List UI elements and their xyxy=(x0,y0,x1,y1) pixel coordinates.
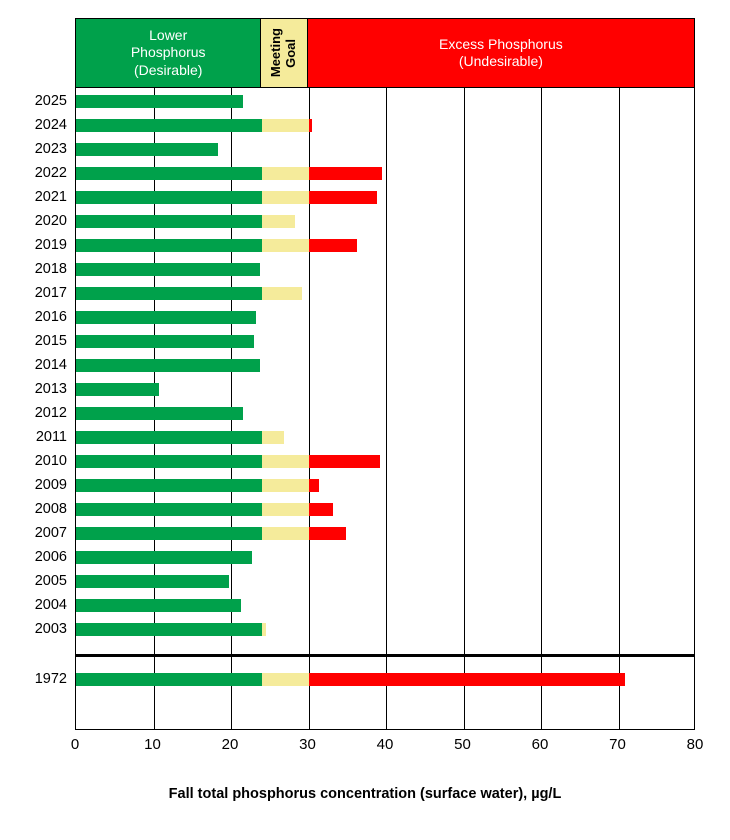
bar-row xyxy=(76,258,696,282)
bar-segment xyxy=(262,527,309,540)
y-axis-label-1972: 1972 xyxy=(34,671,67,687)
bar-segment xyxy=(309,479,319,492)
bar-row xyxy=(76,330,696,354)
bar-2018 xyxy=(76,263,260,276)
bar-segment xyxy=(76,407,243,420)
bar-segment xyxy=(262,479,309,492)
bar-2012 xyxy=(76,407,243,420)
bar-segment xyxy=(76,167,262,180)
bar-row xyxy=(76,522,696,546)
bar-segment xyxy=(262,673,309,686)
y-axis-label-2019: 2019 xyxy=(34,237,67,253)
bar-row xyxy=(76,162,696,186)
bar-row xyxy=(76,546,696,570)
y-axis-label-2024: 2024 xyxy=(34,117,67,133)
bar-segment xyxy=(76,673,262,686)
bar-row xyxy=(76,594,696,618)
chart-band-legend xyxy=(75,18,695,88)
y-axis-label-2023: 2023 xyxy=(34,141,67,157)
y-axis-label-2014: 2014 xyxy=(34,357,67,373)
band-goal-line-1: Meeting xyxy=(268,28,284,78)
y-axis-label-2008: 2008 xyxy=(34,501,67,517)
x-axis-title: Fall total phosphorus concentration (surface water), µg/L xyxy=(168,786,562,802)
y-axis-label-2009: 2009 xyxy=(34,477,67,493)
band-meeting-goal xyxy=(261,19,307,87)
x-tick-70: 70 xyxy=(609,736,626,753)
bar-row xyxy=(76,402,696,426)
bar-segment xyxy=(309,673,625,686)
bar-segment xyxy=(76,191,262,204)
bar-2007 xyxy=(76,527,346,540)
x-tick-80: 80 xyxy=(686,736,704,753)
bar-segment xyxy=(309,167,383,180)
bar-row xyxy=(76,426,696,450)
bar-segment xyxy=(309,527,346,540)
bar-segment xyxy=(262,215,295,228)
bar-segment xyxy=(76,551,252,564)
bar-segment xyxy=(309,503,334,516)
bar-2022 xyxy=(76,167,382,180)
bar-2025 xyxy=(76,95,243,108)
bar-segment xyxy=(76,599,241,612)
bar-2017 xyxy=(76,287,302,300)
bar-segment xyxy=(309,119,313,132)
bar-2010 xyxy=(76,455,380,468)
bar-2006 xyxy=(76,551,252,564)
band-lower-line-1: Lower xyxy=(149,26,188,43)
bar-segment xyxy=(76,311,256,324)
bar-row xyxy=(76,474,696,498)
bar-segment xyxy=(262,239,309,252)
band-excess-line-2: (Undesirable) xyxy=(458,53,543,69)
y-axis-label-2012: 2012 xyxy=(34,405,67,421)
y-axis-label-2021: 2021 xyxy=(34,189,67,205)
bar-2013 xyxy=(76,383,159,396)
band-goal-line-2: Goal xyxy=(283,38,299,68)
y-axis-label-2007: 2007 xyxy=(34,525,67,541)
y-axis-label-2018: 2018 xyxy=(34,261,67,277)
bar-2004 xyxy=(76,599,241,612)
y-axis-label-2013: 2013 xyxy=(34,381,67,397)
bar-2008 xyxy=(76,503,333,516)
bar-segment xyxy=(76,623,262,636)
x-tick-20: 20 xyxy=(221,736,239,753)
x-tick-50: 50 xyxy=(454,736,471,753)
bar-row xyxy=(76,354,696,378)
y-axis-label-2016: 2016 xyxy=(34,309,67,325)
bar-segment xyxy=(262,455,309,468)
bar-row xyxy=(76,450,696,474)
bar-segment xyxy=(76,383,159,396)
y-axis-label-2022: 2022 xyxy=(34,165,67,181)
bar-2021 xyxy=(76,191,377,204)
bar-1972 xyxy=(76,673,625,686)
bar-row xyxy=(76,114,696,138)
bar-segment xyxy=(76,335,254,348)
bar-2014 xyxy=(76,359,260,372)
bar-segment xyxy=(262,167,309,180)
bar-row xyxy=(76,90,696,114)
bar-segment xyxy=(76,503,262,516)
bar-segment xyxy=(76,287,262,300)
bar-segment xyxy=(262,191,309,204)
bar-row xyxy=(76,234,696,258)
band-lower-line-3: (Desirable) xyxy=(133,61,203,78)
y-axis-label-2005: 2005 xyxy=(34,573,67,589)
bar-2023 xyxy=(76,143,218,156)
y-axis-label-2017: 2017 xyxy=(34,285,67,301)
bar-2015 xyxy=(76,335,254,348)
band-excess-phosphorus xyxy=(308,19,694,87)
bar-row xyxy=(76,378,696,402)
bar-segment xyxy=(76,527,262,540)
bar-segment xyxy=(76,215,262,228)
bar-segment xyxy=(262,623,266,636)
bar-row xyxy=(76,138,696,162)
bar-row xyxy=(76,498,696,522)
bar-segment xyxy=(76,575,229,588)
band-lower-line-2: Phosphorus xyxy=(130,44,206,61)
bar-2009 xyxy=(76,479,319,492)
bar-row xyxy=(76,282,696,306)
category-group-divider xyxy=(76,654,694,657)
bar-segment xyxy=(76,239,262,252)
bar-segment xyxy=(76,143,218,156)
y-axis-label-2004: 2004 xyxy=(34,597,67,613)
y-axis-label-2015: 2015 xyxy=(34,333,67,349)
y-axis-label-2011: 2011 xyxy=(35,429,67,445)
bar-2016 xyxy=(76,311,256,324)
bar-2005 xyxy=(76,575,229,588)
bar-2020 xyxy=(76,215,295,228)
bar-row xyxy=(76,668,696,692)
bar-2003 xyxy=(76,623,266,636)
bar-segment xyxy=(262,503,309,516)
bar-segment xyxy=(262,431,284,444)
bar-2011 xyxy=(76,431,284,444)
y-axis-label-2025: 2025 xyxy=(34,93,67,109)
bar-2019 xyxy=(76,239,357,252)
y-axis-label-2020: 2020 xyxy=(34,213,67,229)
bar-segment xyxy=(76,431,262,444)
plot-area xyxy=(75,88,695,730)
bar-row xyxy=(76,210,696,234)
band-excess-line-1: Excess Phosphorus xyxy=(439,35,563,52)
bar-row xyxy=(76,186,696,210)
bar-segment xyxy=(262,287,302,300)
bar-segment xyxy=(76,359,260,372)
y-axis-label-2010: 2010 xyxy=(34,453,67,469)
bar-segment xyxy=(76,119,262,132)
bar-segment xyxy=(262,119,309,132)
y-axis-label-2006: 2006 xyxy=(34,549,67,565)
bar-segment xyxy=(76,263,260,276)
bar-row xyxy=(76,570,696,594)
bar-segment xyxy=(76,479,262,492)
y-axis-label-2003: 2003 xyxy=(34,621,67,637)
x-tick-0: 0 xyxy=(70,736,80,753)
band-lower-phosphorus xyxy=(76,19,261,87)
bar-segment xyxy=(309,239,357,252)
bar-segment xyxy=(309,191,377,204)
x-tick-10: 10 xyxy=(144,736,161,753)
x-tick-30: 30 xyxy=(299,736,316,753)
x-tick-40: 40 xyxy=(376,736,394,753)
bar-2024 xyxy=(76,119,312,132)
bar-segment xyxy=(76,95,243,108)
bar-row xyxy=(76,306,696,330)
bar-segment xyxy=(309,455,380,468)
x-tick-60: 60 xyxy=(531,736,549,753)
bar-row xyxy=(76,618,696,642)
bar-segment xyxy=(76,455,262,468)
